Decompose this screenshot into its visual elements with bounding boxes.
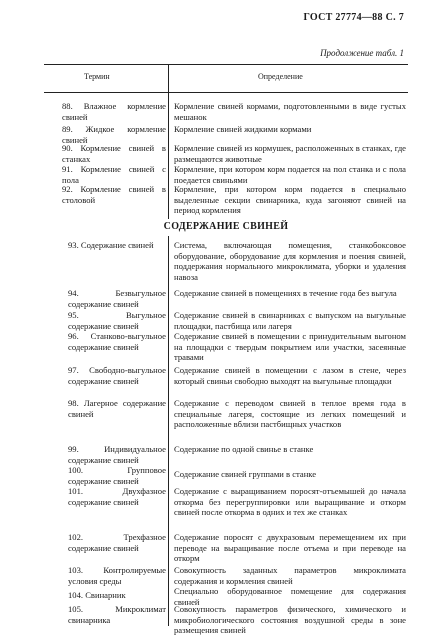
- definition-101: Содержание с выращиванием поросят-отъемышей до начала откорма без перегруппировки или выращивание и откорм свиней после откорма в одних и тех же станках: [174, 486, 406, 518]
- term-97: 97. Свободно-выгульное содержание свиней: [68, 365, 166, 386]
- definition-91: Кормление, при котором корм подается на пол станка и с пола поедается свиньями: [174, 164, 406, 185]
- column-divider-lower: [168, 236, 169, 626]
- term-100: 100. Групповое содержание свиней: [68, 465, 166, 486]
- definition-104: Специально оборудованное помещение для содержания свиней: [174, 586, 406, 607]
- definition-100: Содержание свиней группами в станке: [174, 469, 317, 479]
- term-101: 101. Двухфазное содержание свиней: [68, 486, 166, 507]
- definition-89: Кормление свиней жидкими кормами: [174, 124, 312, 134]
- term-96: 96. Станково-выгульное содержание свиней: [68, 331, 166, 352]
- term-95: 95. Выгульное содержание свиней: [68, 310, 166, 331]
- term-103: 103. Контролируемые условия среды: [68, 565, 166, 586]
- term-104: 104. Свинарник: [68, 590, 126, 600]
- table-top-rule: [44, 64, 408, 65]
- term-88: 88. Влажное кормление свиней: [62, 101, 166, 122]
- section-title: СОДЕРЖАНИЕ СВИНЕЙ: [163, 221, 289, 232]
- definition-88: Кормление свиней кормами, подготовленными в виде густых мешанок: [174, 101, 406, 122]
- term-89: 89. Жидкое кормление свиней: [62, 124, 166, 145]
- definition-103: Совокупность заданных параметров микроклимата содержания и кормления свиней: [174, 565, 406, 586]
- definition-102: Содержание поросят с двухразовым перемещением их при переводе на выращивание после отъема и при переводе на откорм: [174, 532, 406, 564]
- term-90: 90. Кормление свиней в станках: [62, 143, 166, 164]
- definition-98: Содержание с переводом свиней в теплое время года в специальные лагеря, состоящие из легких помещений и расположенные вблизи пастбищных участков: [174, 398, 406, 430]
- definition-99: Содержание по одной свинье в станке: [174, 444, 314, 454]
- term-98: 98. Лагерное содержание свиней: [68, 398, 166, 419]
- column-divider-upper: [168, 64, 169, 219]
- definition-92: Кормление, при котором корм подается в специально выделенные секции свинарника, куда загоняют свиней на период кормления: [174, 184, 406, 216]
- column-header-term: Термин: [84, 72, 110, 81]
- page-header: ГОСТ 27774—88 С. 7: [303, 12, 404, 23]
- definition-94: Содержание свиней в помещениях в течение года без выгула: [174, 288, 397, 298]
- term-102: 102. Трехфазное содержание свиней: [68, 532, 166, 553]
- term-94: 94. Безвыгульное содержание свиней: [68, 288, 166, 309]
- term-105: 105. Микроклимат свинарника: [68, 604, 166, 625]
- term-92: 92. Кормление свиней в столовой: [62, 184, 166, 205]
- definition-90: Кормление свиней из кормушек, расположенных в станках, где размещаются животные: [174, 143, 406, 164]
- column-header-definition: Определение: [258, 72, 303, 81]
- definition-97: Содержание свиней в помещении с лазом в стене, через который свиньи свободно выходят на выгульные площадки: [174, 365, 406, 386]
- table-continuation-note: Продолжение табл. 1: [320, 48, 404, 58]
- term-99: 99. Индивидуальное содержание свиней: [68, 444, 166, 465]
- term-91: 91. Кормление свиней с пола: [62, 164, 166, 185]
- term-93: 93. Содержание свиней: [68, 240, 154, 250]
- definition-96: Содержание свиней в помещении с принудительным выгоном на площадки с твердым покрытием или участки, засеянные травами: [174, 331, 406, 363]
- definition-93: Система, включающая помещения, станкобоксовое оборудование, оборудование для кормления и поения свиней, поддержания нормального микроклимата, уборки и удаления навоза: [174, 240, 406, 282]
- definition-95: Содержание свиней в свинарниках с выпуском на выгульные площадки, пастбища или лагеря: [174, 310, 406, 331]
- table-header-rule: [44, 92, 408, 93]
- definition-105: Совокупность параметров физического, химического и микробиологического состояния воздушной среды в зоне размещения свиней: [174, 604, 406, 636]
